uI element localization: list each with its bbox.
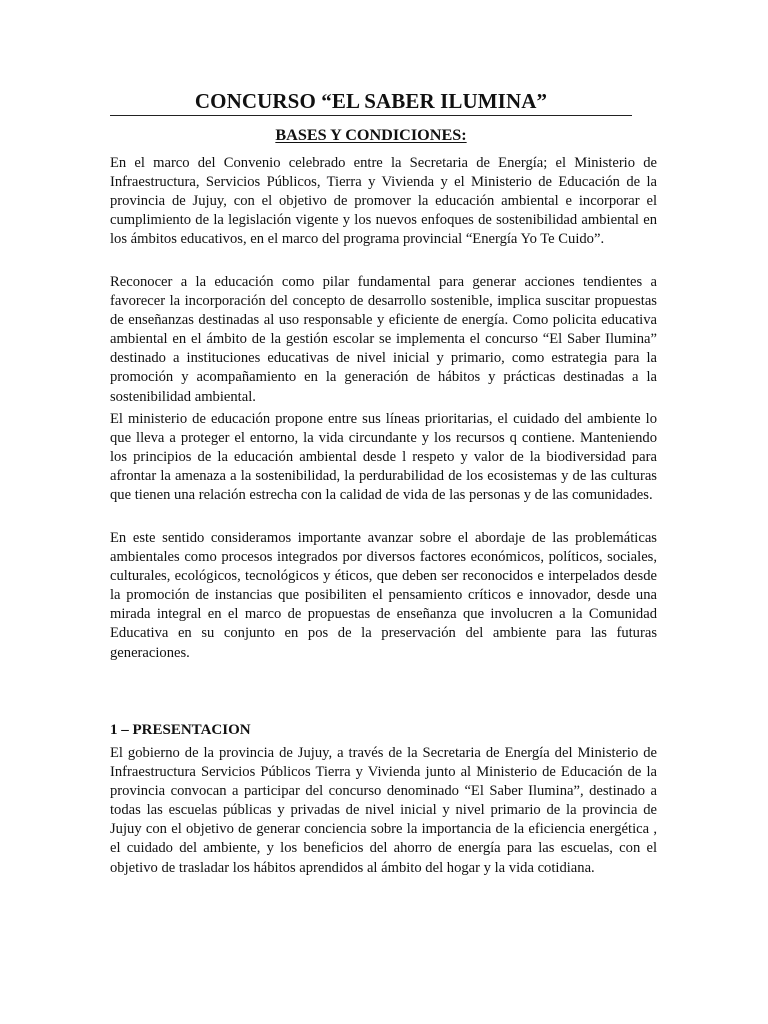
presentacion-paragraph: El gobierno de la provincia de Jujuy, a través de la Secretaria de Energía del Ministerio de Infraestructura Servicios Públicos Tierra y Vivienda junto al Ministerio de Educación de la provincia convocan a participar del concurso denominado “El Saber Ilumina”, destinado a todas las escuelas públicas y privadas de nivel inicial y nivel primario de la provincia de Jujuy con el objetivo de generar conciencia sobre la importancia de la eficiencia energética , el cuidado del ambiente, y los beneficios del ahorro de energía para las escuelas, con el objetivo de trasladar los hábitos aprendidos al ámbito del hogar y la vida cotidiana. [110,745,657,876]
intro-paragraph-1: En el marco del Convenio celebrado entre la Secretaria de Energía; el Ministerio de Infraestructura, Servicios Públicos, Tierra y Vivienda y el Ministerio de Educación de la provincia de Jujuy, con el objetivo de promover la educación ambiental e incorporar el cumplimiento de la legislación vigente y los nuevos enfoques de sostenibilidad ambiental en los ámbitos educativos, en el marco del programa provincial “Energía Yo Te Cuido”. [110,155,657,248]
intro-paragraph-2: Reconocer a la educación como pilar fundamental para generar acciones tendientes a favorecer la incorporación del concepto de desarrollo sostenible, implica suscitar propuestas de enseñanzas destinadas al uso responsable y eficiente de energía. Como policita educativa ambiental en el ámbito de la gestión escolar se implementa el concurso “El Saber Ilumina” destinado a instituciones educativas de nivel inicial y primario, como estrategia para la promoción y acompañamiento en la generación de hábitos y prácticas destinadas a la sostenibilidad ambiental. [110,274,657,405]
document-title: CONCURSO “EL SABER ILUMINA” [194,89,548,113]
title-divider [110,115,632,116]
section-heading-presentacion: 1 – PRESENTACION [110,722,251,738]
intro-paragraph-4: En este sentido consideramos importante avanzar sobre el abordaje de las problemáticas ambientales como procesos integrados por diversos factores económicos, políticos, sociales, culturales, ecológicos, tecnológicos y éticos, que deben ser reconocidos e interpelados desde la promoción de instancias que posibiliten el pensamiento críticos e innovador, desde una mirada integral en el marco de propuestas de enseñanza que involucren a la Comunidad Educativa en su conjunto en pos de la preservación del ambiente para las futuras generaciones. [110,530,657,661]
document-subtitle: BASES Y CONDICIONES: [275,126,467,144]
intro-paragraph-3: El ministerio de educación propone entre sus líneas prioritarias, el cuidado del ambiente lo que lleva a proteger el entorno, la vida circundante y los recursos q contiene. Manteniendo los principios de la educación ambiental desde l respeto y valor de la biodiversidad para afrontar la amenaza a la sostenibilidad, la perdurabilidad de los ecosistemas y de las culturas que tienen una relación estrecha con la calidad de vida de las personas y de las comunidades. [110,411,657,504]
